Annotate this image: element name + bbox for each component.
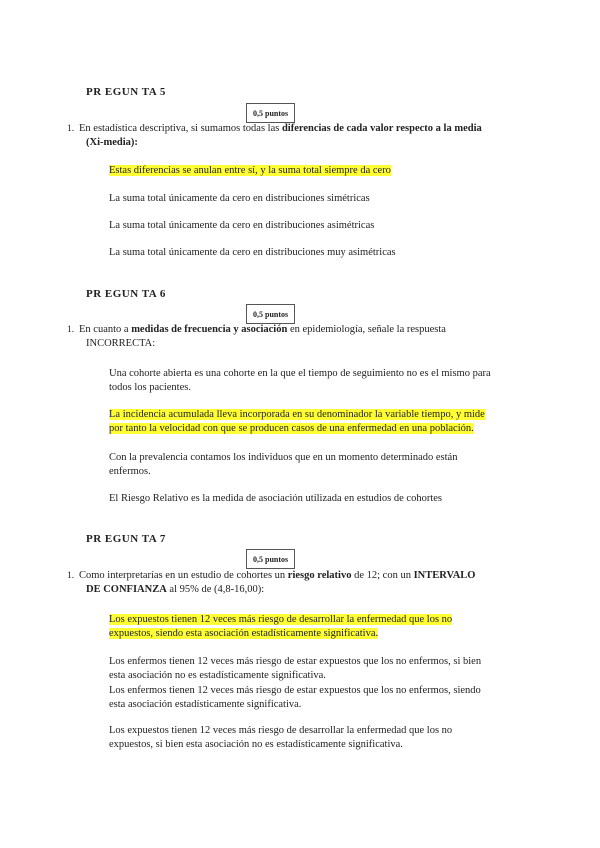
option-text: esta asociación no es estadísticamente significativa. xyxy=(109,670,326,681)
option-text: Estas diferencias se anulan entre sí, y la suma total siempre da cero xyxy=(109,165,391,176)
option-text: La incidencia acumulada lleva incorporada en su denominador la variable tiempo, y mide xyxy=(109,409,485,420)
option-text: El Riesgo Relativo es la medida de asociación utilizada en estudios de cohortes xyxy=(109,493,442,504)
question-5-option-b[interactable] xyxy=(109,192,370,206)
stem-text: En estadística descriptiva, si sumamos todas las xyxy=(79,123,282,134)
question-7-points-box: 0,5 puntos xyxy=(246,549,295,569)
question-7-option-c[interactable] xyxy=(109,684,529,712)
question-6-option-b[interactable] xyxy=(109,408,529,436)
question-5-number: 1. xyxy=(67,124,75,134)
stem-bold: riesgo relativo xyxy=(287,570,352,581)
option-text: Los enfermos tienen 12 veces más riesgo de estar expuestos que los no enfermos, si bien xyxy=(109,656,482,667)
question-6-option-a[interactable] xyxy=(109,367,529,395)
stem-bold: (Xi-media): xyxy=(86,137,138,148)
question-6-stem xyxy=(67,323,549,351)
stem-bold: diferencias de cada valor respecto a la media xyxy=(281,123,482,134)
question-6-points-box: 0,5 puntos xyxy=(246,304,295,324)
option-text: Con la prevalencia contamos los individuos que en un momento determinado están xyxy=(109,452,458,463)
option-text: Los enfermos tienen 12 veces más riesgo de estar expuestos que los no enfermos, siendo xyxy=(109,685,481,696)
question-7-option-b[interactable] xyxy=(109,655,529,683)
question-7-option-a[interactable] xyxy=(109,613,529,641)
stem-text: de 12; con un xyxy=(351,570,414,581)
question-7-title: PR EGUN TA 7 xyxy=(86,533,166,545)
stem-bold: DE CONFIANZA xyxy=(86,584,167,595)
option-text: todos los pacientes. xyxy=(109,382,191,393)
option-text: esta asociación estadísticamente significativa. xyxy=(109,699,302,710)
question-5-points-box: 0,5 puntos xyxy=(246,103,295,123)
option-text: expuestos, siendo esta asociación estadísticamente significativa. xyxy=(109,628,379,639)
question-5-title: PR EGUN TA 5 xyxy=(86,86,166,98)
question-6-option-c[interactable] xyxy=(109,451,529,479)
question-5-option-a[interactable] xyxy=(109,164,391,178)
option-text: expuestos, si bien esta asociación no es estadísticamente significativa. xyxy=(109,739,403,750)
question-7-number: 1. xyxy=(67,571,75,581)
option-text: La suma total únicamente da cero en distribuciones muy asimétricas xyxy=(109,247,396,258)
stem-text: En cuanto a xyxy=(79,324,132,335)
question-6-title: PR EGUN TA 6 xyxy=(86,288,166,300)
stem-bold: INTERVALO xyxy=(413,570,476,581)
option-text: por tanto la velocidad con que se producen casos de una enfermedad en una población. xyxy=(109,423,474,434)
stem-text: en epidemiología, señale la respuesta xyxy=(287,324,446,335)
question-6-option-d[interactable] xyxy=(109,492,529,506)
question-7-option-d[interactable] xyxy=(109,724,529,752)
stem-text: INCORRECTA: xyxy=(86,338,156,349)
option-text: Los expuestos tienen 12 veces más riesgo de desarrollar la enfermedad que los no xyxy=(109,614,453,625)
stem-bold: medidas de frecuencia y asociación xyxy=(131,324,288,335)
stem-text: Como interpretarías en un estudio de cohortes un xyxy=(79,570,288,581)
option-text: La suma total únicamente da cero en distribuciones simétricas xyxy=(109,193,370,204)
stem-text: al 95% de (4,8-16,00): xyxy=(166,584,265,595)
question-7-stem xyxy=(67,569,549,597)
option-text: enfermos. xyxy=(109,466,151,477)
option-text: Una cohorte abierta es una cohorte en la que el tiempo de seguimiento no es el mismo para xyxy=(109,368,491,379)
option-text: La suma total únicamente da cero en distribuciones asimétricas xyxy=(109,220,375,231)
question-6-number: 1. xyxy=(67,325,75,335)
question-5-option-c[interactable] xyxy=(109,219,374,233)
question-5-stem xyxy=(67,122,549,150)
option-text: Los expuestos tienen 12 veces más riesgo de desarrollar la enfermedad que los no xyxy=(109,725,453,736)
question-5-option-d[interactable] xyxy=(109,246,396,260)
